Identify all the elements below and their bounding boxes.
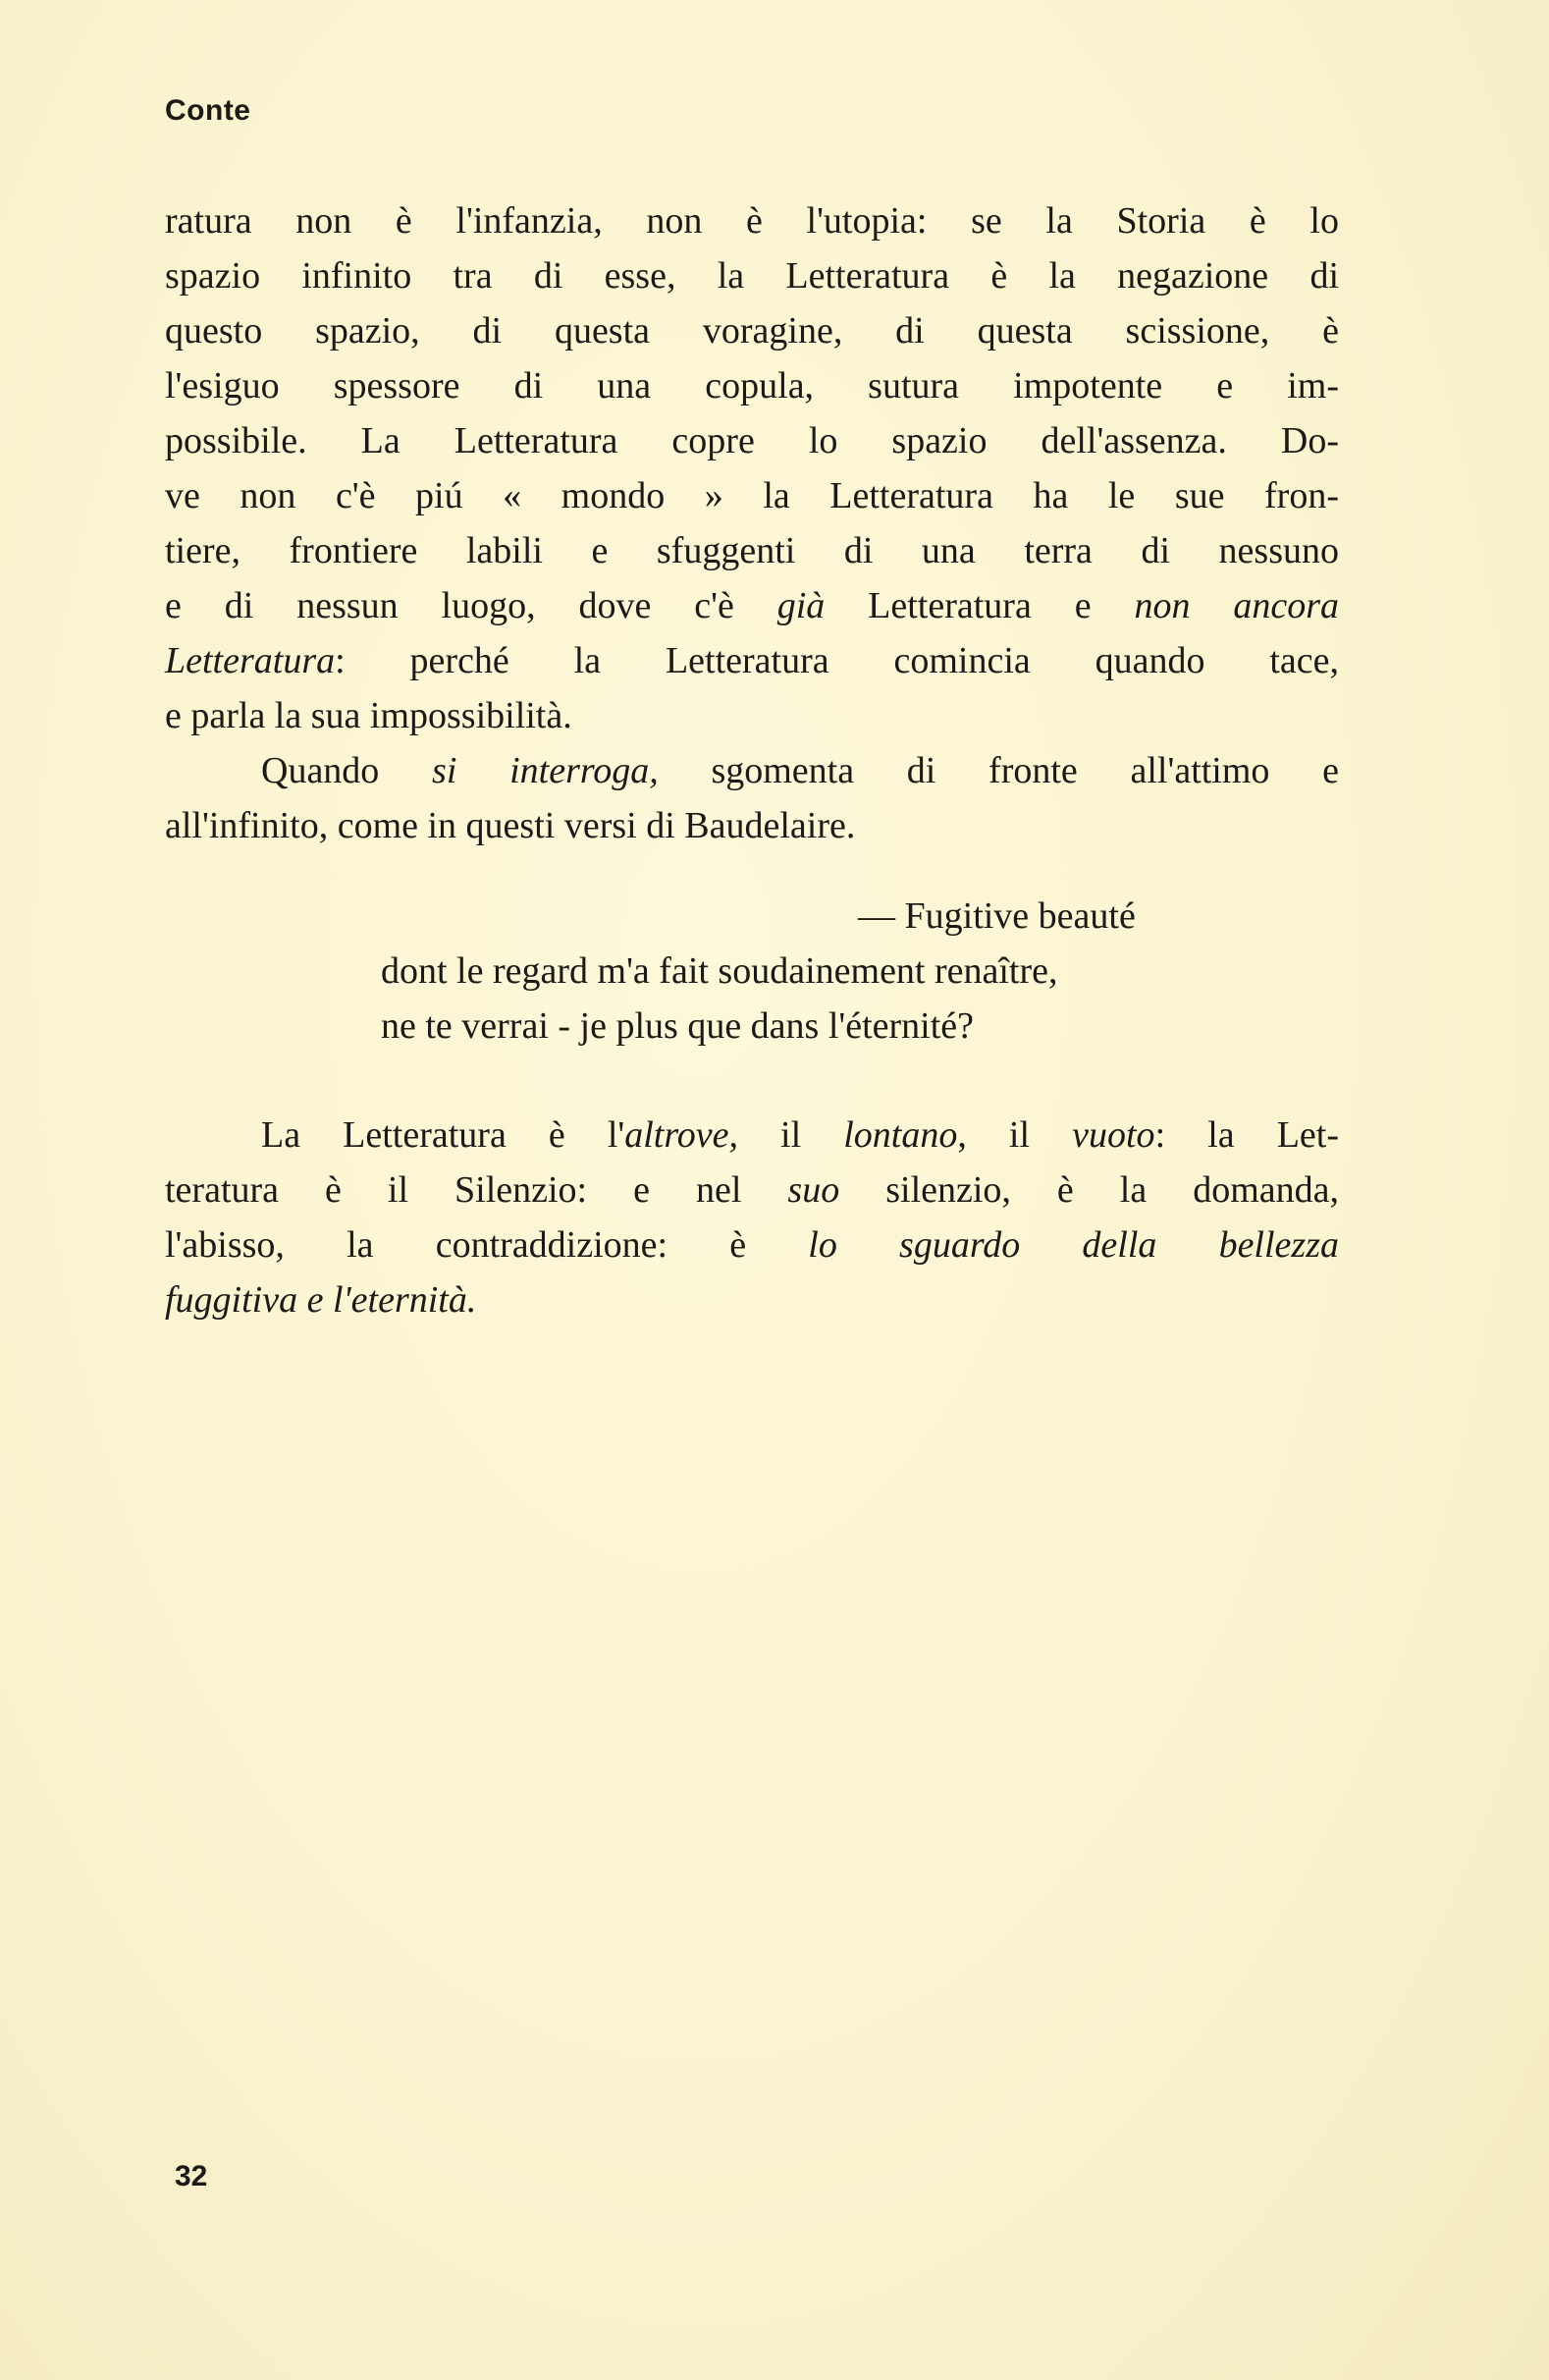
text-run: ratura non è l'infanzia, non è l'utopia: se la Storia è lo xyxy=(165,200,1339,242)
text-run: , il xyxy=(957,1114,1073,1156)
text-line xyxy=(165,743,1339,798)
italic-run: lontano xyxy=(843,1114,958,1156)
text-run: l'abisso, la contraddizione: è xyxy=(165,1224,809,1266)
running-head: Conte xyxy=(165,94,251,127)
italic-run: fuggitiva e l'eternità. xyxy=(165,1279,477,1321)
paragraph-1 xyxy=(165,193,1339,853)
text-run: : la Let- xyxy=(1154,1114,1339,1156)
text-line xyxy=(165,688,1339,743)
text-run: l'esiguo spessore di una copula, sutura impotente e im- xyxy=(165,365,1339,406)
text-run: Letteratura e xyxy=(825,585,1135,626)
text-run: e parla la sua impossibilità. xyxy=(165,695,572,736)
italic-run: suo xyxy=(787,1169,840,1211)
text-line xyxy=(165,633,1339,688)
verse-line: dont le regard m'a fait soudainement renaître, xyxy=(381,950,1058,992)
text-run: La Letteratura è l' xyxy=(261,1114,625,1156)
paragraph-3 xyxy=(165,1108,1339,1327)
page-number: 32 xyxy=(175,2160,208,2192)
text-line xyxy=(165,1163,1339,1217)
text-run: e di nessun luogo, dove c'è xyxy=(165,585,777,626)
text-line xyxy=(165,1272,1339,1327)
text-run: all'infinito, come in questi versi di Baudelaire. xyxy=(165,805,856,846)
text-run: spazio infinito tra di esse, la Letteratura è la negazione di xyxy=(165,255,1339,297)
text-run: questo spazio, di questa voragine, di questa scissione, è xyxy=(165,310,1339,352)
italic-run: lo sguardo della bellezza xyxy=(808,1224,1339,1266)
italic-run: non ancora xyxy=(1134,585,1339,626)
text-run: : perché la Letteratura comincia quando tace, xyxy=(335,640,1339,681)
text-run: Quando xyxy=(261,750,433,791)
text-run: ve non c'è piú « mondo » la Letteratura ha le sue fron- xyxy=(165,475,1339,516)
text-line xyxy=(165,193,1339,248)
text-line xyxy=(165,523,1339,578)
text-line xyxy=(165,413,1339,468)
verse-line: — Fugitive beauté xyxy=(858,895,1136,937)
italic-run: vuoto xyxy=(1072,1114,1155,1156)
italic-run: si interroga, xyxy=(432,750,659,791)
text-line xyxy=(165,1217,1339,1272)
text-run: silenzio, è la domanda, xyxy=(839,1169,1340,1211)
text-line xyxy=(165,468,1339,523)
italic-run: già xyxy=(776,585,826,626)
text-line xyxy=(165,578,1339,633)
baudelaire-quotation xyxy=(381,889,1136,1054)
text-run: tiere, frontiere labili e sfuggenti di una terra di nessuno xyxy=(165,530,1339,571)
verse-line: ne te verrai - je plus que dans l'éternité? xyxy=(381,1005,975,1047)
italic-run: Letteratura xyxy=(165,640,336,681)
text-line xyxy=(165,798,1339,853)
text-run: possibile. La Letteratura copre lo spazio dell'assenza. Do- xyxy=(165,420,1339,461)
text-run: sgomenta di fronte all'attimo e xyxy=(658,750,1340,791)
text-line xyxy=(165,358,1339,413)
text-line xyxy=(165,1108,1339,1163)
italic-run: altrove, xyxy=(624,1114,738,1156)
text-run: teratura è il Silenzio: e nel xyxy=(165,1169,788,1211)
text-line xyxy=(165,303,1339,358)
text-line xyxy=(165,248,1339,303)
text-run: il xyxy=(737,1114,844,1156)
